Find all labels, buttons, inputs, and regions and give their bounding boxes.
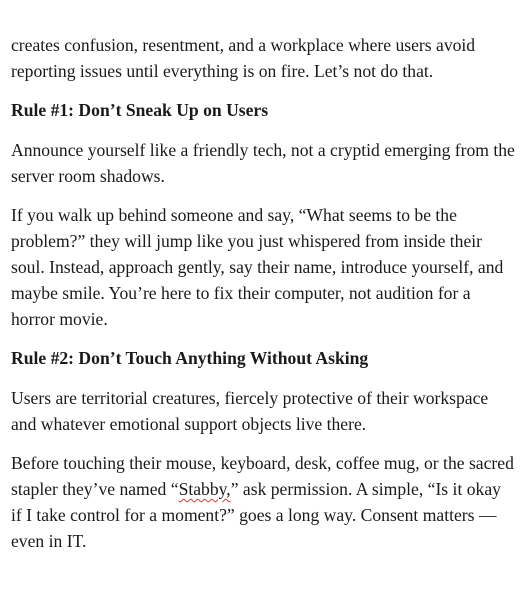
paragraph: If you walk up behind someone and say, “What seems to be the problem?” they will jump like you just whispered from inside their soul. Instead, approach gently, say their name, introduce yourself, and maybe smile. You’re here to fix their computer, not audition for a horror movie. <box>11 205 504 329</box>
paragraph: creates confusion, resentment, and a workplace where users avoid reporting issues until everything is on fire. Let’s not do that. <box>11 35 476 81</box>
paragraph: Users are territorial creatures, fiercely protective of their workspace and whatever emotional support objects live there. <box>11 388 489 434</box>
section-heading: Rule #1: Don’t Sneak Up on Users <box>11 100 269 120</box>
section-heading: Rule #2: Don’t Touch Anything Without Asking <box>11 348 369 368</box>
spellcheck-flagged-word[interactable]: Stabby, <box>178 479 231 499</box>
paragraph <box>11 450 516 554</box>
document-body[interactable] <box>11 32 516 567</box>
paragraph-text: Before touching their mouse, keyboard, desk, coffee mug, or the sacred stapler they’ve named “ <box>11 453 514 499</box>
paragraph: Announce yourself like a friendly tech, not a cryptid emerging from the server room shadows. <box>11 140 515 186</box>
paragraph-text: ” ask permission. A simple, “Is it okay if I take control for a moment?” goes a long way. Consent matters — even in IT. <box>11 479 501 551</box>
